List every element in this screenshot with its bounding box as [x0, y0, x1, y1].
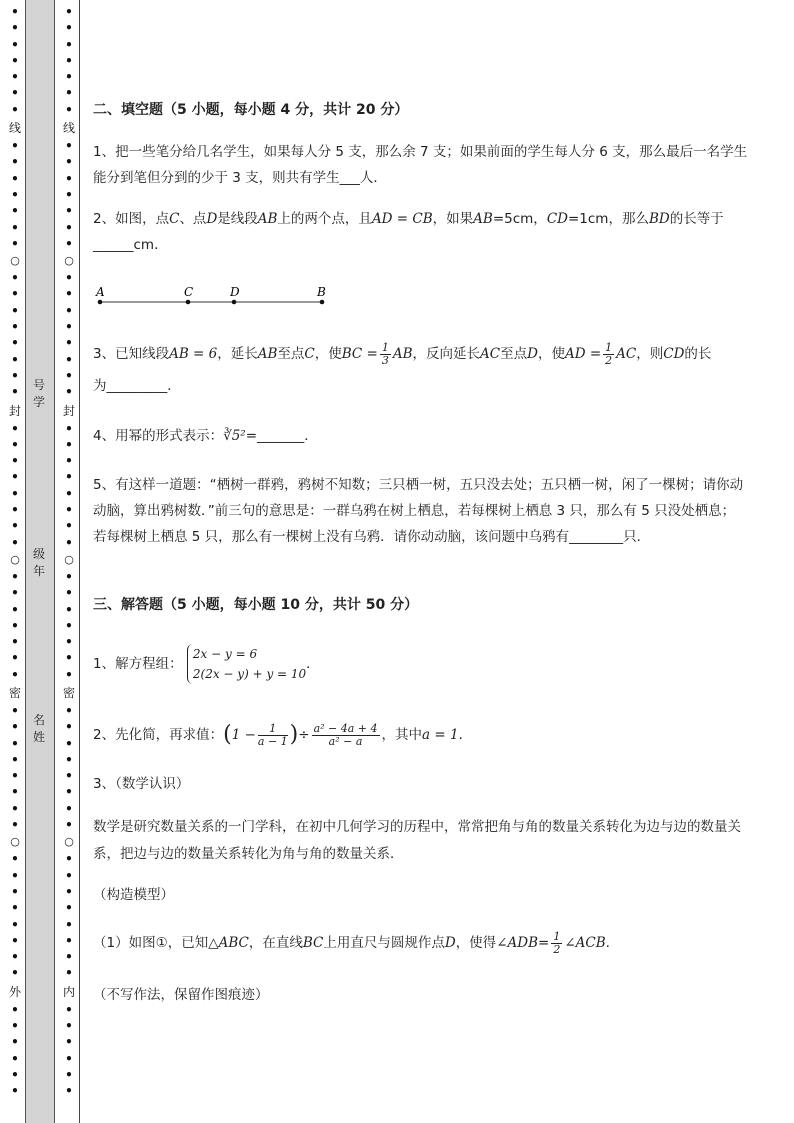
- dot-mark: •: [11, 635, 19, 650]
- dot-mark: •: [11, 102, 19, 117]
- segment-figure: [93, 282, 333, 314]
- field-char: 级: [32, 547, 45, 561]
- dot-mark: •: [65, 703, 73, 718]
- dot-mark: •: [65, 470, 73, 485]
- dot-mark: •: [65, 720, 73, 735]
- solve-question-3-part-1: [93, 928, 748, 958]
- dot-mark: •: [11, 486, 19, 501]
- point-b: [320, 300, 325, 305]
- seal-label: 内: [63, 984, 76, 999]
- label-a: A: [96, 285, 105, 299]
- dot-mark: •: [65, 736, 73, 751]
- math: AC: [616, 346, 637, 362]
- dot-mark: •: [65, 139, 73, 154]
- fraction: $\frac{1}{3}$: [381, 340, 389, 367]
- dot-mark: •: [65, 171, 73, 186]
- math: ∠ADB: [496, 935, 538, 951]
- field-char: 学: [32, 395, 45, 409]
- dot-mark: •: [65, 220, 73, 235]
- math: BD: [648, 211, 670, 227]
- seal-label: 外: [9, 984, 22, 999]
- math: 1 −: [231, 727, 256, 743]
- math: AB: [257, 211, 278, 227]
- text: 3、已知线段: [93, 346, 170, 362]
- answer-blank: 为_________．: [93, 378, 181, 394]
- circle-mark: ○: [10, 254, 20, 268]
- solve-question-1: [93, 644, 748, 684]
- fraction: $\frac{1}{2}$: [605, 340, 613, 367]
- grade-label: [26, 546, 52, 580]
- dot-mark: •: [11, 320, 19, 335]
- label-d: D: [230, 285, 240, 299]
- text: 、点: [179, 211, 207, 227]
- dot-mark: •: [11, 53, 19, 68]
- dot-mark: •: [65, 102, 73, 117]
- dot-mark: •: [65, 1051, 73, 1066]
- math: AD =: [564, 346, 602, 362]
- dot-mark: •: [11, 70, 19, 85]
- dot-mark: •: [65, 635, 73, 650]
- circle-mark: ○: [64, 835, 74, 849]
- dot-mark: •: [11, 352, 19, 367]
- dot-mark: •: [65, 785, 73, 800]
- dot-mark: •: [65, 602, 73, 617]
- text: =: [538, 935, 550, 951]
- dot-mark: •: [65, 852, 73, 867]
- dot-mark: •: [65, 368, 73, 383]
- dot-mark: •: [65, 155, 73, 170]
- text: ，使: [314, 346, 342, 362]
- dot-mark: •: [11, 1035, 19, 1050]
- text: 至点: [500, 346, 528, 362]
- section-3-title: 三、解答题（5 小题，每小题 10 分，共计 50 分）: [93, 597, 419, 613]
- circle-mark: ○: [10, 552, 20, 566]
- math: AC: [480, 346, 501, 362]
- dot-mark: •: [65, 21, 73, 36]
- inner-dotted-line: [63, 4, 75, 1100]
- dot-mark: •: [11, 1002, 19, 1017]
- text: 的长: [684, 346, 712, 362]
- math: AD = CB: [371, 211, 433, 227]
- text: =1cm，那么: [567, 211, 649, 227]
- text: 上的两个点，且: [277, 211, 372, 227]
- dot-mark: •: [65, 535, 73, 550]
- text: .: [605, 935, 610, 951]
- dot-mark: •: [11, 618, 19, 633]
- dot-mark: •: [11, 884, 19, 899]
- dot-mark: •: [65, 933, 73, 948]
- dot-mark: •: [11, 720, 19, 735]
- math: CD: [546, 211, 568, 227]
- dot-mark: •: [11, 901, 19, 916]
- seal-label: 密: [9, 685, 22, 700]
- dot-mark: •: [11, 437, 19, 452]
- text: ，如果: [432, 211, 474, 227]
- answer-blank: =_______．: [245, 428, 318, 444]
- construct-model-heading: （构造模型）: [93, 887, 174, 903]
- dot-mark: •: [11, 454, 19, 469]
- seal-label: 密: [63, 685, 76, 700]
- dot-mark: •: [11, 785, 19, 800]
- dot-mark: •: [11, 421, 19, 436]
- dot-mark: •: [65, 385, 73, 400]
- dot-mark: •: [11, 736, 19, 751]
- dot-mark: •: [65, 5, 73, 19]
- dot-mark: •: [65, 421, 73, 436]
- dot-mark: •: [65, 53, 73, 68]
- dot-mark: •: [65, 586, 73, 601]
- math: a = 1: [422, 727, 459, 743]
- equation: 2(2x − y) + y = 10: [192, 667, 307, 681]
- point-a: [98, 300, 103, 305]
- equation-system: [187, 644, 306, 684]
- dot-mark: •: [65, 236, 73, 251]
- dot-mark: •: [11, 385, 19, 400]
- dot-mark: •: [11, 236, 19, 251]
- text: ÷: [298, 727, 310, 743]
- field-char: 年: [32, 564, 45, 578]
- dot-mark: •: [65, 966, 73, 981]
- text: 4、用幂的形式表示：: [93, 428, 224, 444]
- dot-mark: •: [65, 868, 73, 883]
- dot-mark: •: [65, 336, 73, 351]
- math: ∛5²: [223, 428, 246, 444]
- text: ，使得: [455, 935, 497, 951]
- dot-mark: •: [65, 486, 73, 501]
- dot-mark: •: [65, 901, 73, 916]
- dot-mark: •: [65, 884, 73, 899]
- dot-mark: •: [65, 303, 73, 318]
- circle-mark: ○: [10, 835, 20, 849]
- equation: 2x − y = 6: [192, 647, 258, 661]
- text: 是线段: [217, 211, 258, 227]
- dot-mark: •: [11, 204, 19, 219]
- dot-mark: •: [11, 801, 19, 816]
- dot-mark: •: [65, 352, 73, 367]
- math: AB = 6: [169, 346, 218, 362]
- dot-mark: •: [11, 868, 19, 883]
- dot-mark: •: [11, 703, 19, 718]
- binding-margin: [0, 0, 90, 1123]
- text: ．: [306, 656, 320, 672]
- dot-mark: •: [11, 470, 19, 485]
- fill-question-1: 1、把一些笔分给几名学生，如果每人分 5 支，那么余 7 支；如果前面的学生每人分 6 支，那么最后一名学生能分到笔但分到的少于 3 支，则共有学生___人．: [93, 144, 748, 186]
- dot-mark: •: [11, 220, 19, 235]
- dot-mark: •: [11, 303, 19, 318]
- dot-mark: •: [11, 535, 19, 550]
- math: C: [169, 211, 180, 227]
- fill-question-3: [93, 338, 748, 402]
- text: ，使: [537, 346, 565, 362]
- math: △ABC: [208, 935, 249, 951]
- dot-mark: •: [11, 1019, 19, 1034]
- math: D: [206, 211, 218, 227]
- math: BC: [302, 935, 324, 951]
- dot-mark: •: [11, 519, 19, 534]
- dot-mark: •: [65, 769, 73, 784]
- math: BC =: [341, 346, 378, 362]
- dot-mark: •: [65, 519, 73, 534]
- dot-mark: •: [11, 503, 19, 518]
- label-b: B: [317, 285, 326, 299]
- math: C: [304, 346, 315, 362]
- seal-label: 线: [9, 121, 22, 136]
- fraction: $\frac{\text{a² − 4a + 4}}{\text{a² − a}}$: [313, 721, 378, 748]
- dot-mark: •: [11, 966, 19, 981]
- dot-mark: •: [11, 1051, 19, 1066]
- point-d: [232, 300, 237, 305]
- field-char: 号: [32, 378, 45, 392]
- text: ，在直线: [248, 935, 303, 951]
- text: ，则: [636, 346, 664, 362]
- label-c: C: [184, 285, 194, 299]
- seal-label: 线: [63, 121, 76, 136]
- dot-mark: •: [11, 818, 19, 833]
- dot-mark: •: [11, 933, 19, 948]
- dot-mark: •: [65, 287, 73, 302]
- dot-mark: •: [11, 769, 19, 784]
- math: CD: [663, 346, 685, 362]
- dot-mark: •: [11, 602, 19, 617]
- dot-mark: •: [11, 287, 19, 302]
- dot-mark: •: [65, 618, 73, 633]
- dot-mark: •: [65, 437, 73, 452]
- seal-label: 封: [9, 403, 22, 418]
- dot-mark: •: [11, 139, 19, 154]
- text: 至点: [277, 346, 305, 362]
- answer-blank: ______cm．: [93, 237, 168, 253]
- dot-mark: •: [11, 752, 19, 767]
- math: AB: [392, 346, 413, 362]
- solve-question-3-intro: 数学是研究数量关系的一门学科，在初中几何学习的历程中，常常把角与角的数量关系转化为边与边的数量关系，把边与边的数量关系转化为角与角的数量关系．: [93, 819, 741, 862]
- solve-question-2: 2、先化简，再求值：(1 − $\frac{1}{a - 1}$ )÷ $\frac{\text{a² − 4a + 4}}{\text{a² − a}}$ ，其中a = 1．: [93, 721, 473, 748]
- dot-mark: •: [65, 950, 73, 965]
- dot-mark: •: [65, 454, 73, 469]
- field-char: 名: [32, 713, 45, 727]
- dot-mark: •: [11, 569, 19, 584]
- dot-mark: •: [11, 5, 19, 19]
- text: 1、解方程组：: [93, 656, 183, 672]
- name-label: [26, 712, 52, 746]
- dot-mark: •: [65, 1019, 73, 1034]
- circle-mark: ○: [64, 254, 74, 268]
- math: AB: [257, 346, 278, 362]
- dot-mark: •: [11, 651, 19, 666]
- dot-mark: •: [11, 586, 19, 601]
- dot-mark: •: [65, 70, 73, 85]
- dot-mark: •: [65, 503, 73, 518]
- dot-mark: •: [65, 187, 73, 202]
- dot-mark: •: [11, 1067, 19, 1082]
- text: 上用直尺与圆规作点: [323, 935, 445, 951]
- fraction: $\frac{1}{2}$: [553, 929, 561, 956]
- fraction: $\frac{1}{a - 1}$: [257, 721, 288, 748]
- cut-line: [79, 0, 80, 1123]
- dot-mark: •: [11, 368, 19, 383]
- dot-mark: •: [65, 752, 73, 767]
- dot-mark: •: [65, 818, 73, 833]
- dot-mark: •: [11, 950, 19, 965]
- math: ∠ACB: [564, 935, 606, 951]
- dot-mark: •: [11, 21, 19, 36]
- point-c: [186, 300, 191, 305]
- text: （1）如图①，已知: [93, 935, 209, 951]
- fill-question-4: [93, 423, 748, 449]
- dot-mark: •: [65, 204, 73, 219]
- text: =5cm，: [492, 211, 547, 227]
- dot-mark: •: [11, 37, 19, 52]
- dot-mark: •: [65, 801, 73, 816]
- section-2-title: 二、填空题（5 小题，每小题 4 分，共计 20 分）: [93, 102, 409, 118]
- dot-mark: •: [65, 569, 73, 584]
- text: 的长等于: [669, 211, 724, 227]
- text: ，延长: [217, 346, 258, 362]
- dot-mark: •: [65, 1035, 73, 1050]
- dot-mark: •: [65, 271, 73, 286]
- dot-mark: •: [65, 917, 73, 932]
- student-id-label: [26, 377, 52, 411]
- dot-mark: •: [65, 1002, 73, 1017]
- dot-mark: •: [11, 187, 19, 202]
- dot-mark: •: [65, 86, 73, 101]
- dot-mark: •: [65, 667, 73, 682]
- text: ，其中: [381, 727, 423, 743]
- dot-mark: •: [11, 336, 19, 351]
- solve-question-3-head: 3、（数学认识）: [93, 776, 190, 792]
- circle-mark: ○: [64, 552, 74, 566]
- field-char: 姓: [32, 730, 45, 744]
- construction-note: （不写作法，保留作图痕迹）: [93, 987, 269, 1003]
- dot-mark: •: [11, 86, 19, 101]
- dot-mark: •: [65, 651, 73, 666]
- dot-mark: •: [11, 271, 19, 286]
- fill-question-5: 5、有这样一道题：“栖树一群鸦，鸦树不知数；三只栖一树，五只没去处；五只栖一树，闲了一棵树；请你动动脑，算出鸦树数．”前三句的意思是：一群乌鸦在树上栖息，若每棵树上栖息 3 只，那么有 5 只没处栖息；若每棵树上栖息 5 只，那么有一棵树上没有乌鸦．请你动动脑，该问题中乌鸦有________只．: [93, 477, 744, 545]
- dot-mark: •: [65, 37, 73, 52]
- math: D: [527, 346, 538, 362]
- dot-mark: •: [11, 852, 19, 867]
- dot-mark: •: [11, 1084, 19, 1099]
- dot-mark: •: [11, 667, 19, 682]
- text: ．: [458, 727, 473, 743]
- math: D: [444, 935, 456, 951]
- text: 2、如图，点: [93, 211, 170, 227]
- dot-mark: •: [65, 1084, 73, 1099]
- seal-label: 封: [63, 403, 76, 418]
- dot-mark: •: [65, 1067, 73, 1082]
- dot-mark: •: [11, 155, 19, 170]
- fill-question-2: [93, 206, 748, 258]
- outer-dotted-line: [9, 4, 21, 1100]
- dot-mark: •: [65, 320, 73, 335]
- text: ，反向延长: [412, 346, 481, 362]
- dot-mark: •: [11, 171, 19, 186]
- math: AB: [473, 211, 493, 227]
- dot-mark: •: [11, 917, 19, 932]
- text: 2、先化简，再求值：: [93, 727, 224, 743]
